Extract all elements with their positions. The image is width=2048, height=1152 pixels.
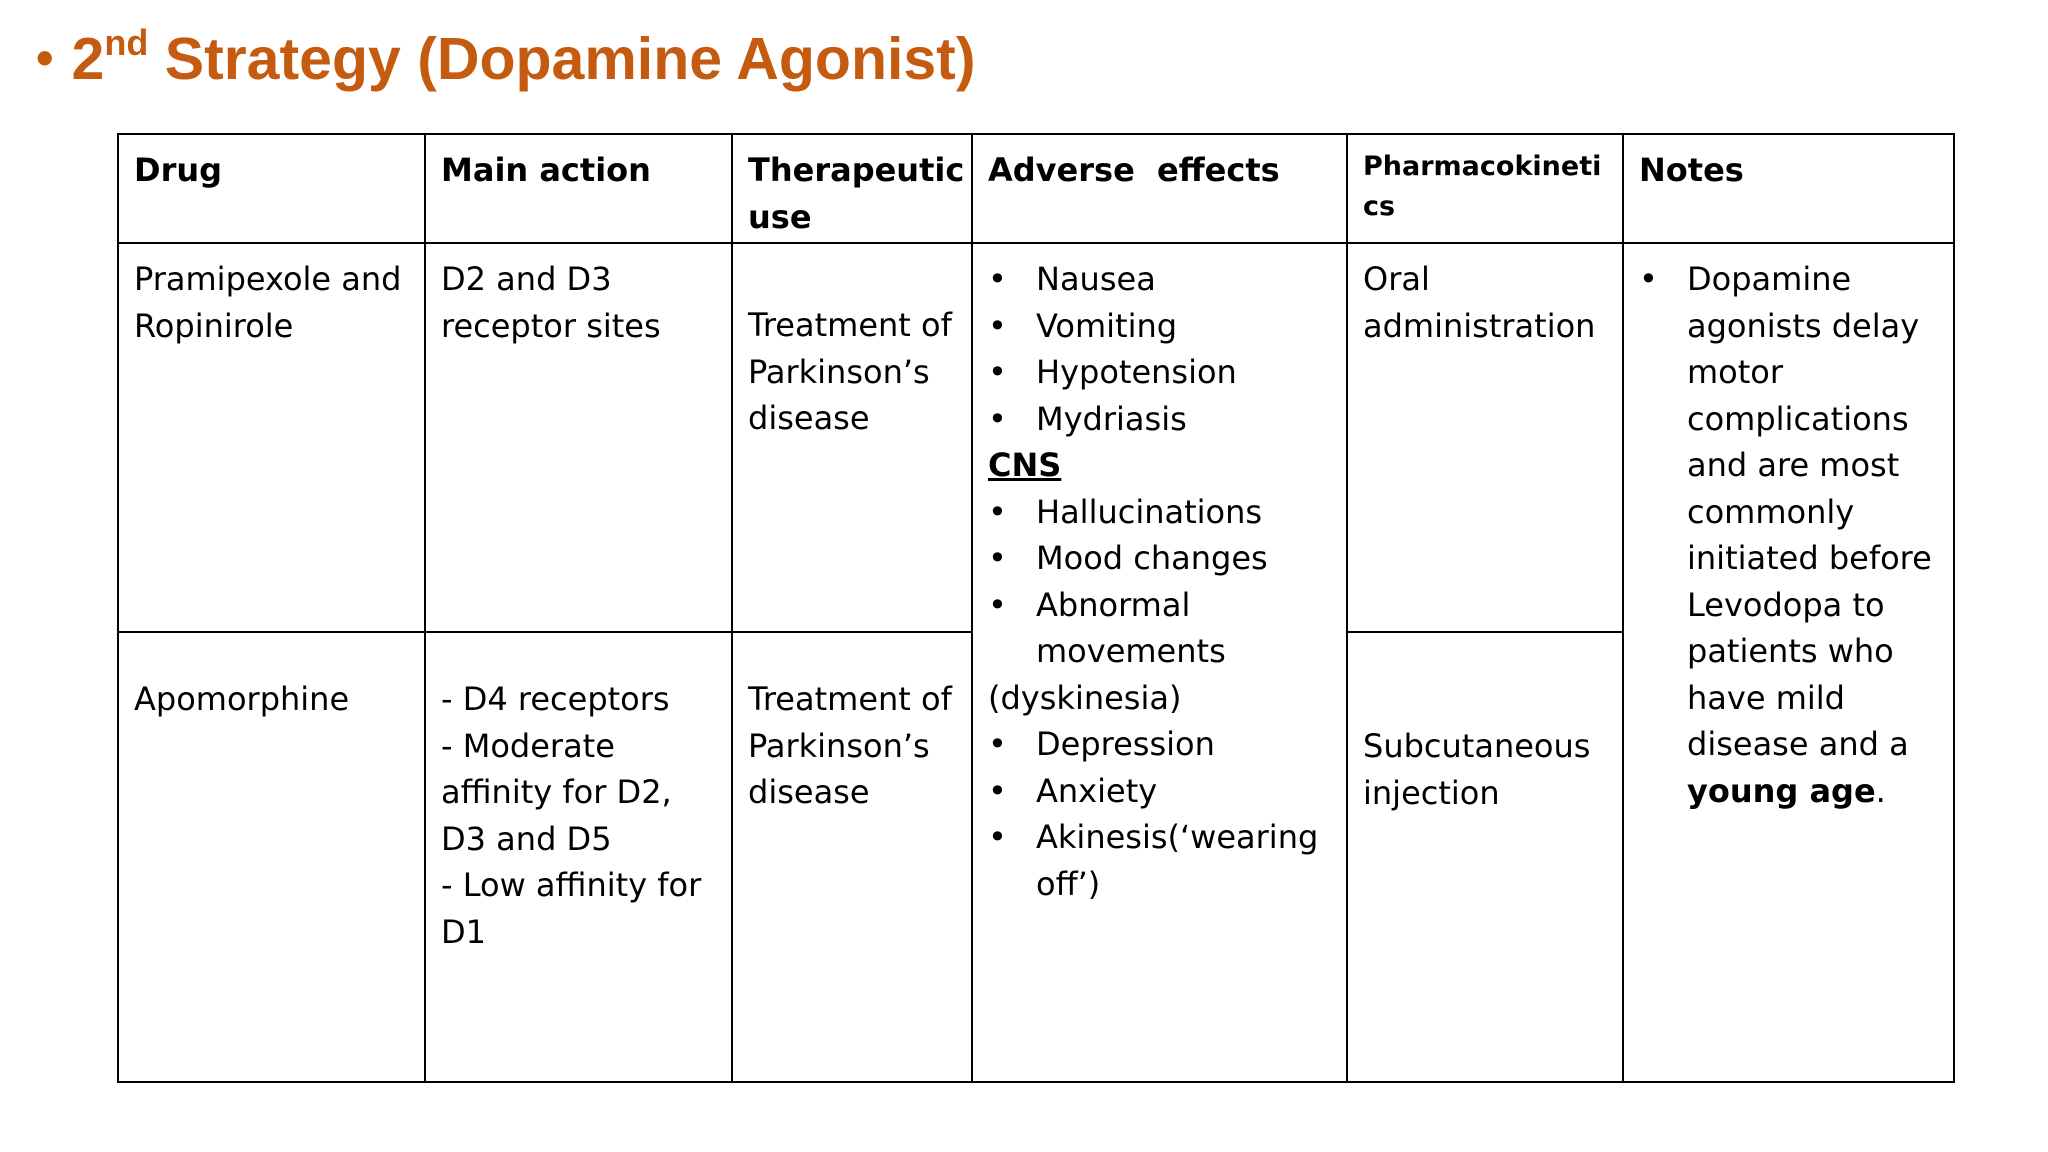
header-main-action: Main action: [425, 134, 732, 243]
notes-end: .: [1875, 771, 1886, 810]
adverse-effects-cns-list-continued: [988, 721, 1331, 907]
main-action-line: - D4 receptors: [441, 680, 670, 718]
header-row: [118, 134, 1954, 243]
notes-text: Dopamine agonists delay motor complications and are most commonly initiated before Levodopa to patients who have mild disease and a: [1687, 260, 1932, 763]
list-item: • Hypotension: [988, 349, 1331, 396]
drug-cell-apomorphine: Apomorphine: [118, 632, 425, 1082]
adverse-effects-general-list: [988, 256, 1331, 442]
therapeutic-use-cell-apomorphine: Treatment of Parkinson’s disease: [732, 632, 972, 1082]
therapeutic-use-cell-pramipexole: Treatment of Parkinson’s disease: [732, 243, 972, 632]
title-text: Strategy (Dopamine Agonist): [148, 26, 976, 92]
table-row: [118, 243, 1954, 632]
list-item: • Mood changes: [988, 535, 1331, 582]
list-item: • Mydriasis: [988, 396, 1331, 443]
dyskinesia-text: (dyskinesia): [988, 678, 1182, 717]
header-adverse-effects: Adverse effects: [972, 134, 1347, 243]
drug-cell-pramipexole: Pramipexole and Ropinirole: [118, 243, 425, 632]
dopamine-agonist-table: [117, 133, 1955, 1083]
list-item: • Akinesis(‘wearing off’): [988, 814, 1331, 907]
notes-cell: [1623, 243, 1954, 1082]
header-drug: Drug: [118, 134, 425, 243]
cns-label: CNS: [988, 446, 1062, 484]
title-bullet: •: [36, 30, 54, 86]
notes-list: [1639, 256, 1938, 814]
list-item: • Vomiting: [988, 303, 1331, 350]
pharmacokinetics-cell-subcutaneous: Subcutaneous injection: [1347, 632, 1623, 1082]
list-item: • Nausea: [988, 256, 1331, 303]
list-item: • Depression: [988, 721, 1331, 768]
title-number: 2: [71, 26, 105, 92]
pharmacokinetics-cell-oral: Oral administration: [1347, 243, 1623, 632]
adverse-effects-cell: [972, 243, 1347, 1082]
notes-emphasis: young age: [1687, 771, 1876, 810]
notes-item: [1639, 256, 1938, 814]
main-action-line: - Moderate affinity for D2, D3 and D5: [441, 726, 672, 858]
main-action-cell-pramipexole: D2 and D3 receptor sites: [425, 243, 732, 632]
adverse-effects-cns-list: [988, 489, 1331, 675]
header-pharmacokinetics: Pharmacokinetics: [1347, 134, 1623, 243]
list-item: • Hallucinations: [988, 489, 1331, 536]
list-item: • Abnormal movements: [988, 582, 1331, 675]
main-action-line: - Low affinity for D1: [441, 866, 702, 951]
title-superscript: nd: [104, 22, 149, 63]
list-item: • Anxiety: [988, 768, 1331, 815]
header-notes: Notes: [1623, 134, 1954, 243]
slide-title: [36, 22, 976, 92]
main-action-cell-apomorphine: [425, 632, 732, 1082]
header-therapeutic-use: Therapeutic use: [732, 134, 972, 243]
